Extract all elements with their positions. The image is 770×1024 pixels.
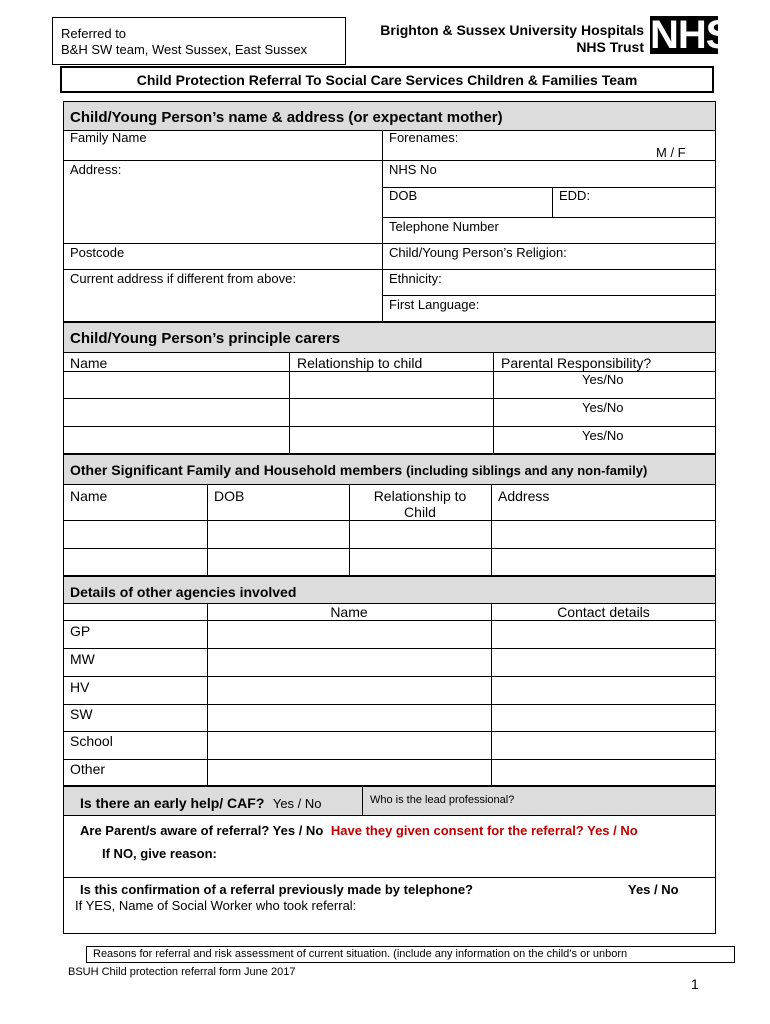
- telephone-field[interactable]: Telephone Number: [389, 219, 499, 234]
- row-line: [63, 759, 716, 760]
- row-line: [382, 187, 716, 188]
- edd-field[interactable]: EDD:: [559, 188, 591, 203]
- nhs-logo: NHS: [650, 13, 732, 57]
- agency-gp: GP: [70, 623, 91, 639]
- dob-edd-divider: [552, 187, 553, 217]
- section1-heading: Child/Young Person’s name & address (or expectant mother): [70, 109, 503, 126]
- first-language-field[interactable]: First Language:: [389, 297, 480, 312]
- section3-heading: [70, 462, 647, 478]
- column-line: [362, 786, 363, 815]
- parental-yes-no[interactable]: Yes/No: [582, 428, 624, 443]
- member-name-header: Name: [70, 488, 108, 504]
- early-help-question: [80, 795, 322, 813]
- agency-other: Other: [70, 761, 106, 777]
- member-relationship-header-2: Child: [404, 504, 436, 520]
- row-line: [63, 648, 716, 649]
- agency-contact-header: Contact details: [557, 604, 650, 620]
- postcode-field[interactable]: Postcode: [70, 245, 125, 260]
- row-line: [382, 217, 716, 218]
- parental-responsibility-header: Parental Responsibility?: [501, 355, 652, 371]
- parents-aware-question[interactable]: Are Parent/s aware of referral? Yes / No: [80, 823, 324, 838]
- agency-sw: SW: [70, 706, 93, 722]
- forenames-field[interactable]: Forenames:: [389, 130, 459, 145]
- agency-mw: MW: [70, 651, 95, 667]
- section2-heading: Child/Young Person’s principle carers: [70, 330, 341, 347]
- section3-heading-main: Other Significant Family and Household members: [70, 462, 403, 478]
- confirmation-question: Is this confirmation of a referral previously made by telephone?: [80, 882, 473, 897]
- address-field[interactable]: Address:: [70, 162, 122, 177]
- nhs-no-field[interactable]: NHS No: [389, 162, 437, 177]
- agency-school: School: [70, 733, 113, 749]
- row-line: [63, 398, 716, 399]
- reasons-label: Reasons for referral and risk assessment of current situation. (include any information on the child’s or unborn: [93, 948, 628, 960]
- parental-yes-no[interactable]: Yes/No: [582, 372, 624, 387]
- row-line: [63, 704, 716, 705]
- row-line: [63, 160, 716, 161]
- row-line: [63, 731, 716, 732]
- dob-field[interactable]: DOB: [389, 188, 418, 203]
- organisation-trust: NHS Trust: [576, 39, 644, 55]
- row-line: [63, 426, 716, 427]
- row-line: [63, 520, 716, 521]
- form-title: Child Protection Referral To Social Care Services Children & Families Team: [136, 72, 638, 88]
- row-line: [63, 620, 716, 621]
- organisation-name: Brighton & Sussex University Hospitals: [380, 22, 644, 38]
- member-relationship-header-1: Relationship to: [373, 488, 467, 504]
- carer-relationship-header: Relationship to child: [297, 355, 423, 371]
- social-worker-name-field[interactable]: If YES, Name of Social Worker who took referral:: [75, 898, 357, 913]
- member-address-header: Address: [498, 488, 550, 504]
- section4-heading: Details of other agencies involved: [70, 584, 297, 600]
- column-line: [493, 353, 494, 454]
- column-line: [289, 353, 290, 454]
- member-dob-header: DOB: [214, 488, 245, 504]
- page-number: 1: [691, 976, 699, 992]
- row-line: [63, 548, 716, 549]
- confirmation-options[interactable]: Yes / No: [628, 882, 679, 897]
- row-line: [63, 815, 716, 816]
- agency-name-header: Name: [330, 604, 368, 620]
- referred-to-box: [52, 17, 346, 65]
- agency-hv: HV: [70, 679, 90, 695]
- current-address-field[interactable]: Current address if different from above:: [70, 271, 296, 286]
- early-help-options[interactable]: Yes / No: [272, 796, 322, 811]
- column-line: [207, 485, 208, 576]
- carer-name-header: Name: [70, 355, 108, 371]
- referred-to-teams: B&H SW team, West Sussex, East Sussex: [61, 42, 308, 57]
- gender-option[interactable]: M / F: [656, 145, 686, 160]
- if-no-reason-field[interactable]: If NO, give reason:: [102, 846, 217, 861]
- footer-form-ref: BSUH Child protection referral form June 2017: [68, 966, 296, 978]
- row-line: [63, 877, 716, 878]
- column-line: [491, 485, 492, 576]
- referred-to-label: Referred to: [61, 26, 127, 41]
- consent-question[interactable]: Have they given consent for the referral? Yes / No: [330, 823, 638, 838]
- early-help-label: Is there an early help/ CAF?: [80, 795, 265, 811]
- row-line: [382, 295, 716, 296]
- row-line: [63, 676, 716, 677]
- row-line: [63, 243, 716, 244]
- lead-professional-field[interactable]: Who is the lead professional?: [370, 794, 515, 806]
- religion-field[interactable]: Child/Young Person’s Religion:: [389, 245, 567, 260]
- ethnicity-field[interactable]: Ethnicity:: [389, 271, 442, 286]
- family-name-field[interactable]: Family Name: [70, 130, 147, 145]
- parents-aware-line: [80, 823, 638, 838]
- row-line: [63, 269, 716, 270]
- section3-heading-note: (including siblings and any non-family): [406, 463, 648, 478]
- parental-yes-no[interactable]: Yes/No: [582, 400, 624, 415]
